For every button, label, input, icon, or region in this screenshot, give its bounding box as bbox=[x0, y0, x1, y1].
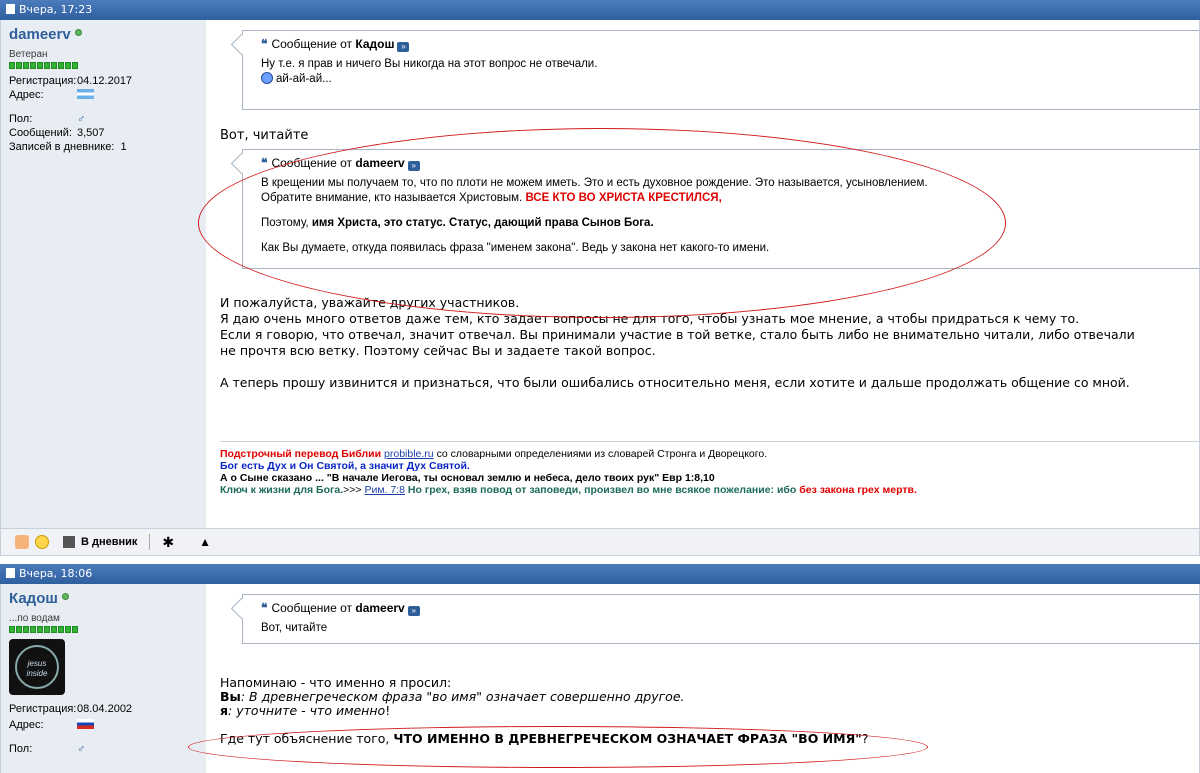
quote-author[interactable]: dameerv bbox=[355, 601, 405, 615]
user-title: Ветеран bbox=[9, 49, 48, 60]
goto-post-icon[interactable]: » bbox=[408, 161, 420, 171]
quote-author[interactable]: Кадош bbox=[355, 37, 395, 51]
post-2 bbox=[0, 564, 1200, 773]
quote-block: ❝ Сообщение от dameerv » В крещении мы получаем то, что по плоти не можем иметь. Это и есть духовное рождение. Это называется, усыновлением. Обратите внимание, кто называется Христовым. ВСЕ КТО ВО ХРИСТА КРЕСТИЛСЯ, Поэтому, имя Христа, это статус. Статус, дающий права Сынов Бога. Как Вы думаете, откуда появилась фраза "именем закона". Ведь у закона нет какого-то имени. bbox=[242, 149, 1199, 269]
online-status-icon bbox=[75, 29, 82, 36]
sad-smiley-icon bbox=[261, 72, 273, 84]
male-icon: ♂ bbox=[77, 743, 86, 755]
username[interactable]: dameerv bbox=[9, 26, 71, 43]
flag-icon bbox=[77, 89, 94, 99]
diary-button[interactable]: В дневник bbox=[81, 536, 138, 548]
post-icon bbox=[6, 4, 15, 14]
user-title: ...по водам bbox=[9, 613, 60, 624]
sig-link[interactable]: probible.ru bbox=[384, 448, 434, 460]
post-icon bbox=[6, 568, 15, 578]
report-icon[interactable]: ▲ bbox=[199, 535, 212, 549]
post-footer bbox=[0, 528, 1200, 556]
sig-link[interactable]: Рим. 7:8 bbox=[364, 484, 405, 496]
post-body-text: И пожалуйста, уважайте других участников. Я даю очень много ответов даже тем, кто задает вопросы не для того, чтобы узнать мое мнение, а чтобы придраться к чему то. Если я говорю, что отвечал, значит отвечал. Вы принимали участие в той ветке, стало быть либо не внимательно читали, либо отвечали не прочтя всю ветку. Поэтому сейчас Вы и задаете такой вопрос. А теперь прошу извинится и признаться, что были ошибались относительно меня, если хотите и дальше продолжать общение со мной. bbox=[220, 295, 1135, 390]
quote-block: ❝ Сообщение от dameerv » Вот, читайте bbox=[242, 594, 1199, 644]
smiley-icon[interactable] bbox=[35, 535, 49, 549]
reg-date: 08.04.2002 bbox=[77, 703, 133, 715]
message-count: 3,507 bbox=[77, 127, 105, 139]
thanks-icon[interactable] bbox=[15, 535, 29, 549]
flag-icon bbox=[77, 719, 94, 729]
post-text: Вот, читайте bbox=[220, 128, 309, 143]
post-1-header bbox=[0, 0, 1200, 20]
quote-icon: ❝ bbox=[261, 156, 268, 170]
post-date: Вчера, 18:06 bbox=[19, 567, 93, 580]
post-2-header bbox=[0, 564, 1200, 584]
goto-post-icon[interactable]: » bbox=[397, 42, 409, 52]
post-1-content bbox=[206, 20, 1199, 528]
avatar[interactable]: jesus inside bbox=[9, 639, 65, 695]
male-icon: ♂ bbox=[77, 113, 86, 125]
post-body-text: Напоминаю - что именно я просил: Вы: В древнегреческом фраза "во имя" означает совершенно другое. я: уточните - что именно! Где тут объяснение того, ЧТО ИМЕННО В ДРЕВНЕГРЕЧЕСКОМ ОЗНАЧАЕТ ФРАЗА "ВО ИМЯ"? bbox=[220, 675, 869, 746]
reg-date: 04.12.2017 bbox=[77, 75, 133, 87]
diary-icon[interactable] bbox=[63, 536, 75, 548]
reputation-bar bbox=[9, 62, 206, 69]
reputation-bar bbox=[9, 626, 206, 633]
userinfo: Кадош ...по водам jesus inside Регистрация: 08.04.2002 Адрес: Пол: ♂ bbox=[1, 584, 206, 773]
post-date: Вчера, 17:23 bbox=[19, 3, 93, 16]
quote-author[interactable]: dameerv bbox=[355, 156, 405, 170]
diary-count: 1 bbox=[120, 141, 127, 153]
userinfo: dameerv Ветеран Регистрация: 04.12.2017 Адрес: Пол: ♂ Сообщений: 3,507 Записей в дневнике: 1 bbox=[1, 20, 206, 528]
quote-block: ❝ Сообщение от Кадош » Ну т.е. я прав и ничего Вы никогда на этот вопрос не отвечали. ай-ай-ай... bbox=[242, 30, 1199, 110]
signature: Подстрочный перевод Библии probible.ru со словарными определениями из словарей Стронга и Дворецкого. Бог есть Дух и Он Святой, а значит Дух Святой. А о Сыне сказано ... "В начале Иегова, ты основал землю и небеса, дело твоих рук" Евр 1:8,10 Ключ к жизни для Бога.>>> Рим. 7:8 Но грех, взяв повод от заповеди, произвел во мне всякое пожелание: ибо без закона грех мертв. bbox=[220, 441, 1199, 504]
goto-post-icon[interactable]: » bbox=[408, 606, 420, 616]
online-status-icon bbox=[62, 593, 69, 600]
username[interactable]: Кадош bbox=[9, 590, 58, 607]
post-2-content bbox=[206, 584, 1199, 773]
quote-icon: ❝ bbox=[261, 37, 268, 51]
star-icon[interactable]: ✱ bbox=[162, 533, 175, 550]
quote-icon: ❝ bbox=[261, 601, 268, 615]
